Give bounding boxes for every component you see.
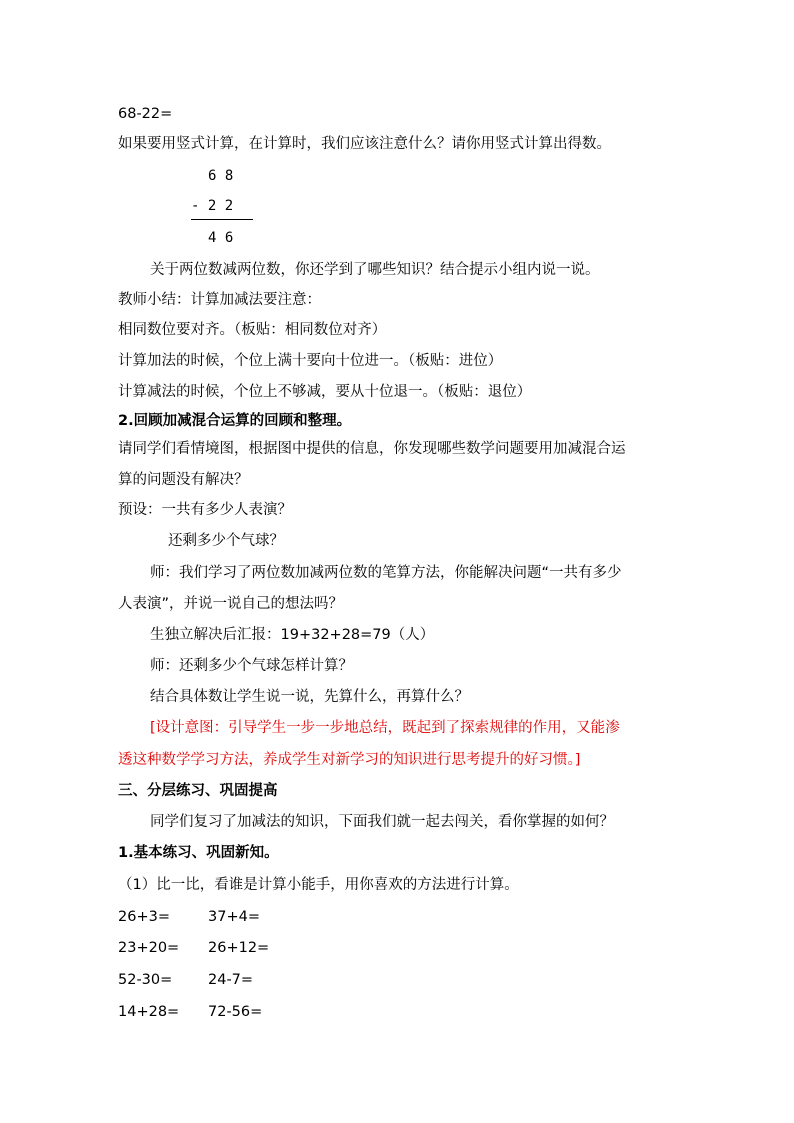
paragraph-situation-1: 请同学们看情境图，根据图中提供的信息，你发现哪些数学问题要用加减混合运: [118, 441, 626, 457]
exercise-item: 72-56=: [208, 1004, 263, 1020]
design-intent-1: [设计意图：引导学生一步一步地总结，既起到了探索规律的作用，又能渗: [150, 720, 620, 736]
vertical-calc-subtrahend: - 2 2: [191, 198, 234, 214]
vertical-calc-top: 6 8: [208, 168, 234, 184]
exercise-item: 14+28=: [118, 1004, 180, 1020]
paragraph-review-intro: 同学们复习了加减法的知识，下面我们就一起去闯关，看你掌握的如何？: [150, 814, 614, 830]
paragraph-student-report: 生独立解决后汇报：19+32+28=79（人）: [150, 627, 435, 643]
section-heading-basic: 1.基本练习、巩固新知。: [118, 845, 279, 861]
paragraph-borrow: 计算减法的时候，个位上不够减，要从十位退一。（板贴：退位）: [118, 384, 532, 400]
expression-68-22: 68-22=: [118, 106, 173, 122]
paragraph-summary-heading: 教师小结：计算加减法要注意：: [118, 292, 321, 308]
paragraph-preset-2: 还剩多少个气球？: [168, 533, 284, 549]
exercise-item: 52-30=: [118, 972, 173, 988]
paragraph-align-digits: 相同数位要对齐。（板贴：相同数位对齐）: [118, 322, 387, 338]
exercise-item: 37+4=: [208, 909, 260, 925]
exercise-item: 26+3=: [118, 909, 170, 925]
paragraph-teacher-1: 师：我们学习了两位数加减两位数的笔算方法，你能解决问题“一共有多少: [150, 565, 622, 581]
paragraph-vertical-question: 如果要用竖式计算，在计算时，我们应该注意什么？请你用竖式计算出得数。: [118, 136, 611, 152]
exercise-item: 26+12=: [208, 940, 270, 956]
vertical-calc-rule: [191, 219, 253, 220]
design-intent-2: 透这种数学学习方法，养成学生对新学习的知识进行思考提升的好习惯。]: [118, 752, 581, 768]
paragraph-situation-2: 算的问题没有解决？: [118, 472, 249, 488]
paragraph-order-question: 结合具体数让学生说一说，先算什么，再算什么？: [150, 689, 469, 705]
paragraph-teacher-1-cont: 人表演”，并说一说自己的想法吗？: [118, 596, 344, 612]
section-heading-3: 三、分层练习、巩固提高: [118, 783, 278, 799]
paragraph-preset-1: 预设：一共有多少人表演？: [118, 502, 292, 518]
exercise-item: 23+20=: [118, 940, 180, 956]
paragraph-discussion: 关于两位数减两位数，你还学到了哪些知识？结合提示小组内说一说。: [150, 262, 600, 278]
paragraph-teacher-2: 师：还剩多少个气球怎样计算？: [150, 658, 353, 674]
exercise-item: 24-7=: [208, 972, 254, 988]
paragraph-carry: 计算加法的时候，个位上满十要向十位进一。（板贴：进位）: [118, 353, 503, 369]
vertical-calc-result: 4 6: [208, 230, 234, 246]
section-heading-2: 2.回顾加减混合运算的回顾和整理。: [118, 413, 352, 429]
paragraph-exercise-instruction: （1）比一比，看谁是计算小能手，用你喜欢的方法进行计算。: [118, 877, 519, 893]
